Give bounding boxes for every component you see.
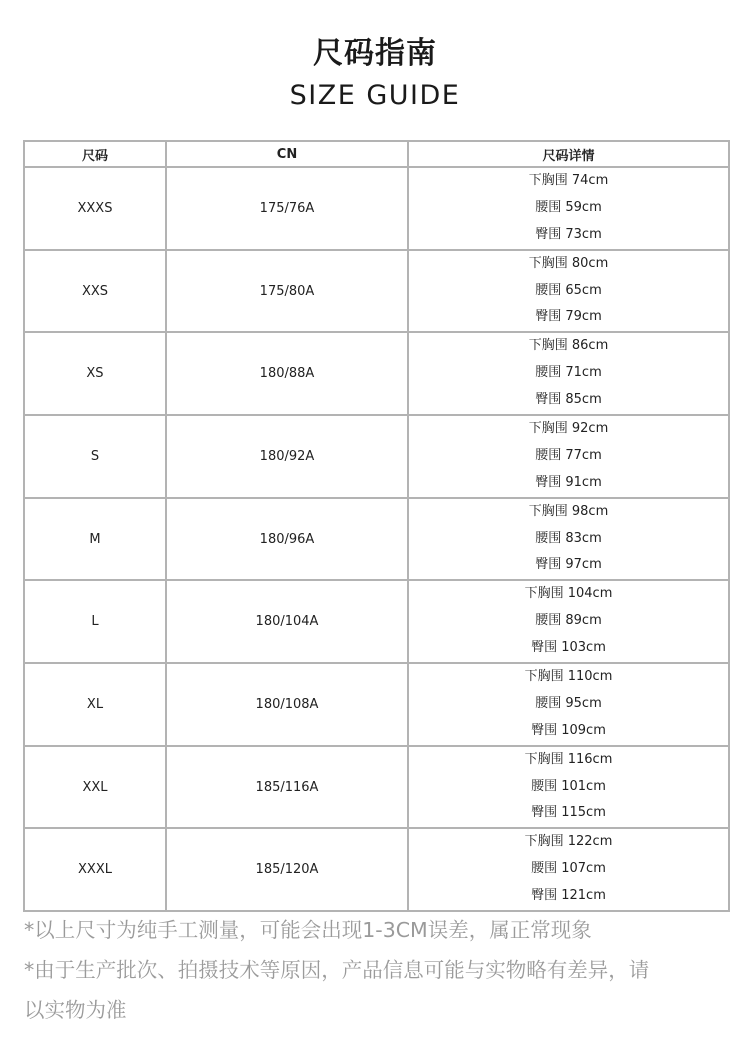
details-cell <box>408 580 729 663</box>
hip-value: 臀围 121cm <box>531 888 606 904</box>
cn-cell: 180/104A <box>166 580 408 663</box>
cn-cell: 180/96A <box>166 498 408 581</box>
waist-value: 腰围 107cm <box>531 861 606 877</box>
size-cell: XXL <box>24 746 166 829</box>
waist-value: 腰围 59cm <box>535 199 602 215</box>
hip-value: 臀围 97cm <box>535 557 602 573</box>
details-cell <box>408 250 729 333</box>
notes <box>24 910 724 1030</box>
table-row <box>24 332 729 415</box>
underbust-value: 下胸围 122cm <box>524 834 613 850</box>
cn-cell: 185/120A <box>166 828 408 911</box>
underbust-value: 下胸围 104cm <box>524 586 613 602</box>
underbust-value: 下胸围 98cm <box>528 503 609 519</box>
waist-value: 腰围 77cm <box>535 447 602 463</box>
details-cell <box>408 332 729 415</box>
size-cell: XXXL <box>24 828 166 911</box>
size-cell: XL <box>24 663 166 746</box>
note-measurement-error: *以上尺寸为纯手工测量，可能会出现1-3CM误差，属正常现象 <box>24 918 592 942</box>
underbust-value: 下胸围 110cm <box>524 669 613 685</box>
hip-value: 臀围 79cm <box>535 309 602 325</box>
hip-value: 臀围 109cm <box>531 722 606 738</box>
hip-value: 臀围 115cm <box>531 805 606 821</box>
table-row <box>24 828 729 911</box>
size-cell: XS <box>24 332 166 415</box>
note-product-difference: *由于生产批次、拍摄技术等原因，产品信息可能与实物略有差异，请 <box>24 958 650 982</box>
table-row <box>24 250 729 333</box>
underbust-value: 下胸围 116cm <box>524 751 613 767</box>
cn-cell: 180/88A <box>166 332 408 415</box>
size-cell: XXS <box>24 250 166 333</box>
hip-value: 臀围 73cm <box>535 226 602 242</box>
header-details: 尺码详情 <box>408 141 729 167</box>
cn-cell: 175/76A <box>166 167 408 250</box>
size-cell: S <box>24 415 166 498</box>
table-row <box>24 415 729 498</box>
size-cell: L <box>24 580 166 663</box>
underbust-value: 下胸围 92cm <box>528 421 609 437</box>
underbust-value: 下胸围 80cm <box>528 255 609 271</box>
details-cell <box>408 498 729 581</box>
table-row <box>24 663 729 746</box>
table-row <box>24 580 729 663</box>
waist-value: 腰围 83cm <box>535 530 602 546</box>
details-cell <box>408 828 729 911</box>
cn-cell: 185/116A <box>166 746 408 829</box>
cn-cell: 180/108A <box>166 663 408 746</box>
cn-cell: 180/92A <box>166 415 408 498</box>
underbust-value: 下胸围 74cm <box>528 173 609 188</box>
waist-value: 腰围 95cm <box>535 695 602 711</box>
waist-value: 腰围 101cm <box>531 778 606 794</box>
details-cell <box>408 167 729 250</box>
header-size: 尺码 <box>24 141 166 167</box>
table-row <box>24 746 729 829</box>
waist-value: 腰围 89cm <box>535 613 602 629</box>
hip-value: 臀围 91cm <box>535 474 602 490</box>
page-subtitle: SIZE GUIDE <box>289 80 461 111</box>
hip-value: 臀围 85cm <box>535 392 602 408</box>
details-cell <box>408 746 729 829</box>
details-cell <box>408 415 729 498</box>
table-row <box>24 498 729 581</box>
table-header-row <box>24 141 729 167</box>
table-row <box>24 167 729 250</box>
size-cell: M <box>24 498 166 581</box>
hip-value: 臀围 103cm <box>531 640 606 656</box>
note-product-difference-cont: 以实物为准 <box>24 998 127 1022</box>
underbust-value: 下胸围 86cm <box>528 338 609 354</box>
header-cn: CN <box>166 141 408 167</box>
cn-cell: 175/80A <box>166 250 408 333</box>
page-title: 尺码指南 <box>313 36 437 71</box>
waist-value: 腰围 65cm <box>535 282 602 298</box>
details-cell <box>408 663 729 746</box>
waist-value: 腰围 71cm <box>535 365 602 381</box>
size-cell: XXXS <box>24 167 166 250</box>
size-table <box>23 140 730 912</box>
